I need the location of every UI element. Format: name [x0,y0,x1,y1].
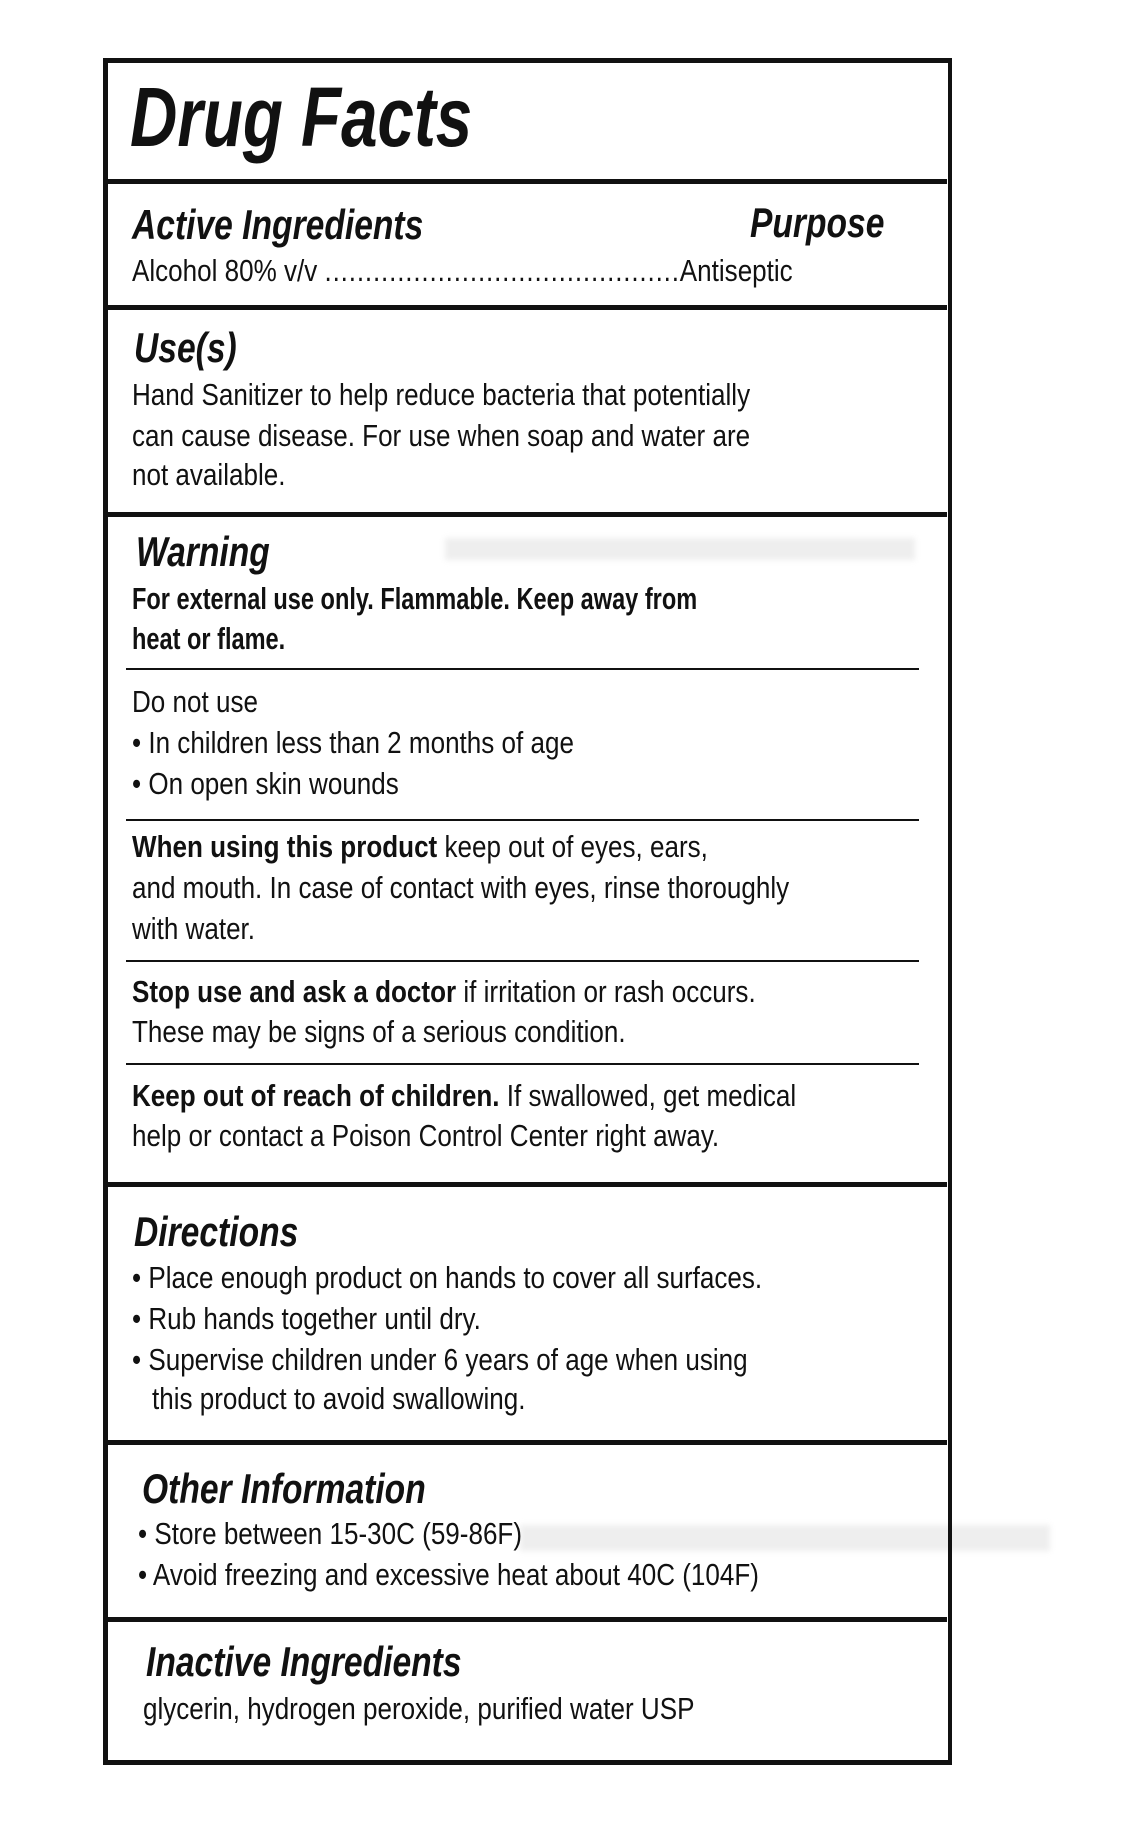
directions-heading: Directions [134,1208,299,1255]
other-information-heading: Other Information [142,1465,426,1512]
keep-out-line: If swallowed, get medical [499,1078,797,1113]
subsection-divider [126,819,919,821]
keep-out-line: help or contact a Poison Control Center right away. [132,1118,720,1153]
uses-heading: Use(s) [134,324,237,371]
page-title: Drug Facts [130,70,473,164]
keep-out-label: Keep out of reach of children. [132,1078,500,1113]
stop-use-line: if irritation or rash occurs. [456,974,756,1009]
section-divider [106,1440,947,1445]
section-divider [106,305,947,310]
purpose-heading: Purpose [750,199,885,246]
active-ingredient-row [132,251,793,291]
stop-use-text [132,972,756,1012]
warning-text: heat or flame. [132,621,286,656]
directions-item: • Rub hands together until dry. [132,1301,481,1336]
inactive-ingredients-heading: Inactive Ingredients [146,1638,462,1685]
when-using-line: and mouth. In case of contact with eyes, rinse thoroughly [132,870,790,905]
warning-text: For external use only. Flammable. Keep away from [132,581,698,616]
other-information-item: • Avoid freezing and excessive heat about 40C (104F) [138,1557,759,1592]
uses-text: can cause disease. For use when soap and water are [132,418,751,453]
directions-item-cont: this product to avoid swallowing. [152,1381,526,1416]
section-divider [106,1182,947,1187]
keep-out-text [132,1076,796,1116]
section-divider [106,1617,947,1622]
stop-use-label: Stop use and ask a doctor [132,974,457,1009]
stop-use-line: These may be signs of a serious condition. [132,1014,626,1049]
do-not-use-item: • In children less than 2 months of age [132,725,574,760]
when-using-text [132,827,708,867]
inactive-ingredients-text: glycerin, hydrogen peroxide, purified water USP [143,1691,695,1726]
when-using-line: keep out of eyes, ears, [437,829,708,864]
when-using-label: When using this product [132,829,438,864]
subsection-divider [126,668,919,670]
uses-text: Hand Sanitizer to help reduce bacteria that potentially [132,377,751,412]
section-divider [106,179,947,184]
do-not-use-item: • On open skin wounds [132,766,399,801]
ingredient: Alcohol 80% v/v [132,253,318,288]
warning-heading: Warning [136,528,270,575]
subsection-divider [126,960,919,962]
when-using-line: with water. [132,911,256,946]
other-information-item: • Store between 15-30C (59-86F) [138,1516,523,1551]
section-divider [106,512,947,517]
directions-item: • Supervise children under 6 years of age when using [132,1342,748,1377]
subsection-divider [126,1063,919,1065]
leader-dots: ............................................ [324,253,680,288]
purpose: Antiseptic [679,253,793,288]
active-ingredients-heading: Active Ingredients [132,201,424,248]
directions-item: • Place enough product on hands to cover all surfaces. [132,1260,763,1295]
uses-text: not available. [132,457,286,492]
do-not-use-label: Do not use [132,684,258,719]
